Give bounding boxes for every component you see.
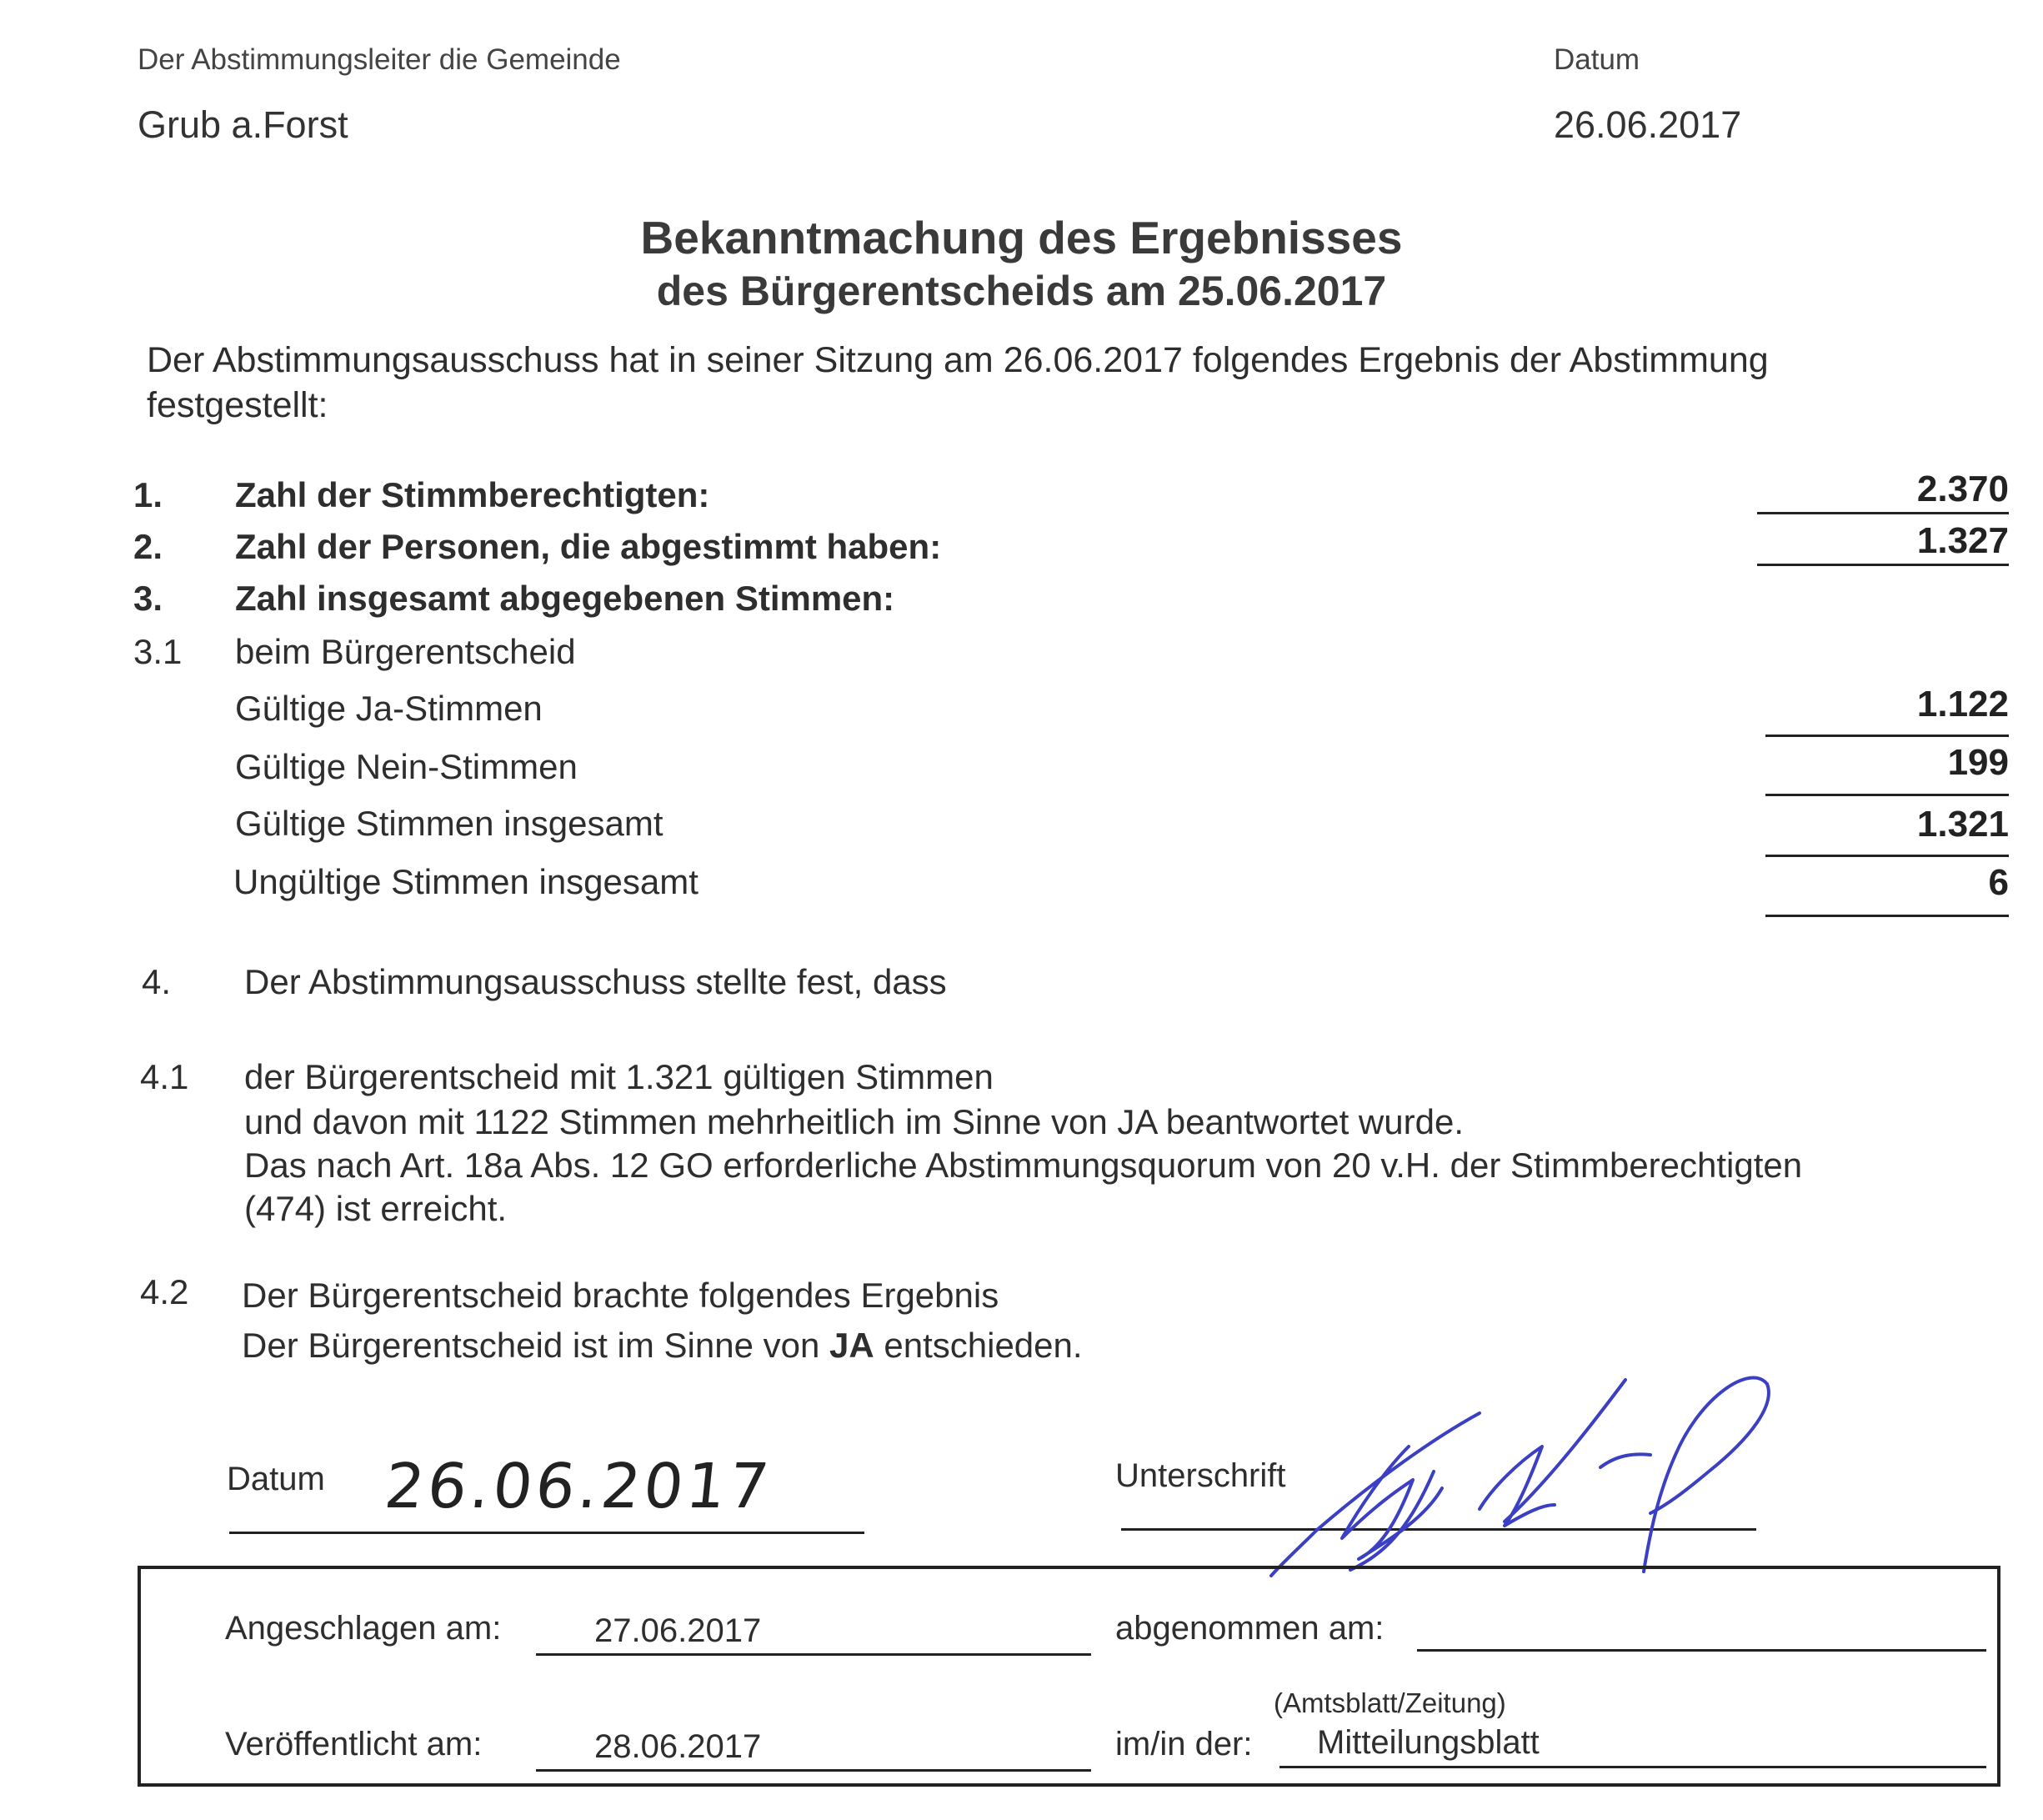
decision-text-post: entschieden. [874,1326,1083,1365]
removed-underline [1417,1649,1986,1652]
decision-ja: JA [829,1326,874,1365]
result-value: 1.327 [1916,520,2009,561]
section-41-num: 4.1 [140,1057,189,1096]
signature-date-label: Datum [227,1461,325,1497]
result-underline [1765,794,2009,796]
municipality-name: Grub a.Forst [138,103,348,146]
result-underline [1765,915,2009,917]
result-label: Gültige Nein-Stimmen [235,747,578,786]
authority-label: Der Abstimmungsleiter die Gemeinde [138,43,621,76]
date-signature-line [229,1532,864,1534]
result-num: 2. [133,527,163,566]
result-underline [1757,512,2009,514]
decision-text-pre: Der Bürgerentscheid ist im Sinne von [242,1326,829,1365]
section-42-num: 4.2 [140,1272,189,1311]
header-date-label: Datum [1554,43,1640,76]
signature-scribble-icon [1267,1346,1800,1580]
result-num: 3. [133,579,163,618]
posted-label: Angeschlagen am: [225,1610,502,1647]
result-label: Zahl der Stimmberechtigten: [235,475,710,514]
posted-value: 27.06.2017 [594,1612,762,1649]
result-num: 3.1 [133,632,183,671]
result-underline [1765,735,2009,737]
result-label: Gültige Ja-Stimmen [235,689,543,728]
medium-underline [1279,1766,1986,1768]
published-underline [536,1769,1091,1772]
result-value: 6 [1988,862,2009,903]
result-label: Zahl insgesamt abgegebenen Stimmen: [235,579,895,618]
result-value: 1.321 [1916,804,2009,845]
section-42-line-2 [242,1326,1083,1366]
result-label: Ungültige Stimmen insgesamt [233,862,699,901]
result-num: 1. [133,475,163,514]
posted-underline [536,1653,1091,1656]
removed-label: abgenommen am: [1115,1610,1385,1647]
published-label: Veröffentlicht am: [225,1726,483,1762]
section-41-line-4: (474) ist erreicht. [244,1189,508,1228]
result-underline [1757,564,2009,566]
medium-value: Mitteilungsblatt [1317,1724,1540,1761]
section-41-line-2: und davon mit 1122 Stimmen mehrheitlich im Sinne von JA beantwortet wurde. [244,1102,1464,1141]
intro-line-2: festgestellt: [147,385,328,425]
section-42-line-1: Der Bürgerentscheid brachte folgendes Ergebnis [242,1276,999,1315]
result-underline [1765,855,2009,857]
result-label: beim Bürgerentscheid [235,632,576,671]
section-4-num: 4. [142,962,172,1001]
page-subtitle: des Bürgerentscheids am 25.06.2017 [656,268,1387,314]
intro-line-1: Der Abstimmungsausschuss hat in seiner Sitzung am 26.06.2017 folgendes Ergebnis der Abstimmung [147,340,1769,380]
medium-hint: (Amtsblatt/Zeitung) [1274,1687,1506,1718]
section-41-line-1: der Bürgerentscheid mit 1.321 gültigen Stimmen [244,1057,994,1096]
result-label: Gültige Stimmen insgesamt [235,804,663,843]
result-label: Zahl der Personen, die abgestimmt haben: [235,527,942,566]
signature-label: Unterschrift [1115,1457,1286,1494]
result-value: 2.370 [1916,469,2009,509]
handwritten-date: 26.06.2017 [381,1451,776,1522]
header-date-value: 26.06.2017 [1554,103,1742,146]
page-title: Bekanntmachung des Ergebnisses [640,212,1403,263]
section-41-line-3: Das nach Art. 18a Abs. 12 GO erforderliche Abstimmungsquorum von 20 v.H. der Stimmberechtigten [244,1146,1803,1185]
result-value: 1.122 [1916,684,2009,724]
medium-label: im/in der: [1115,1726,1253,1762]
result-value: 199 [1947,742,2009,783]
section-4-text: Der Abstimmungsausschuss stellte fest, dass [244,962,947,1001]
published-value: 28.06.2017 [594,1728,762,1765]
